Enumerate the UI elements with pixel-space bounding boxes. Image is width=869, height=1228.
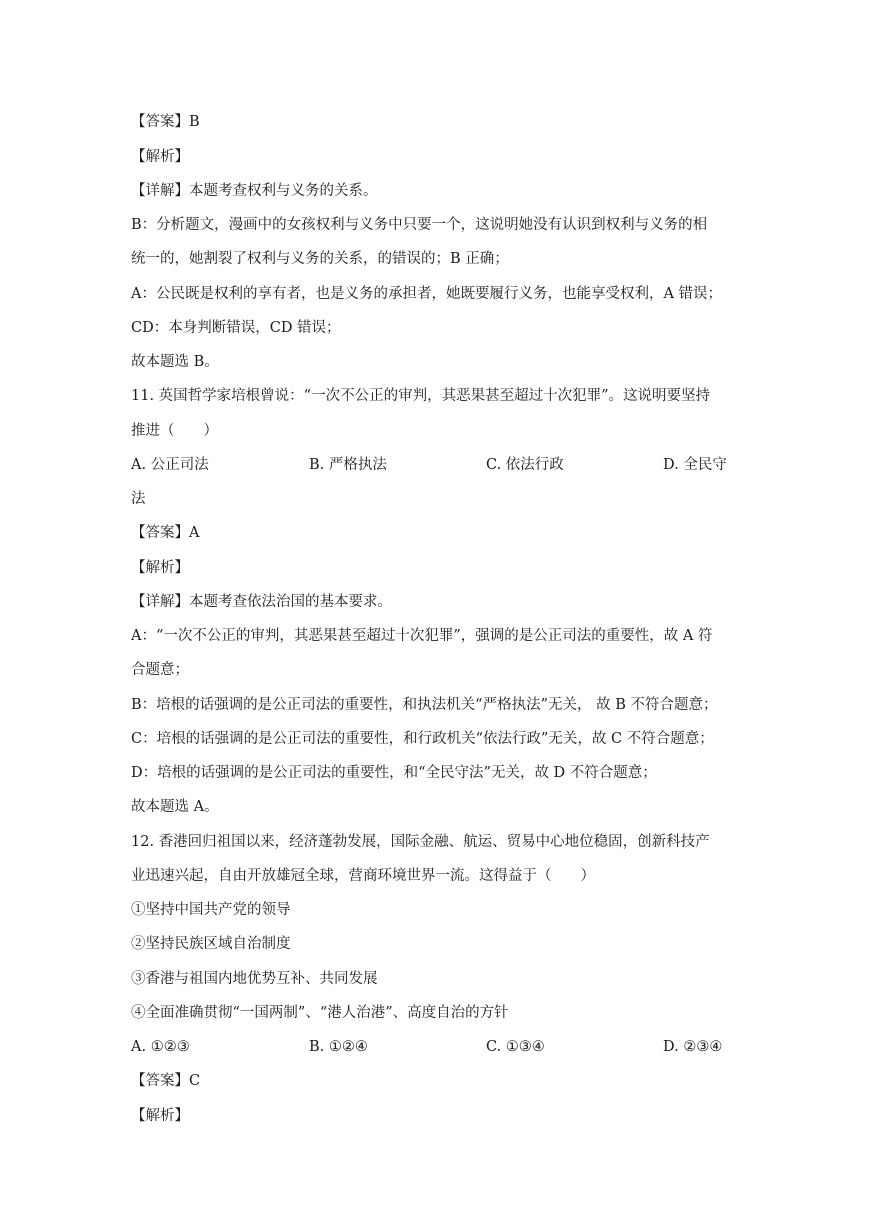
q11-option-d: D. 全民守: [663, 457, 727, 473]
q10-answer: 【答案】B: [131, 114, 200, 130]
q11-detail: 【详解】本题考查依法治国的基本要求。: [131, 594, 392, 610]
q10-explanation-b-line1: B：分析题文，漫画中的女孩权利与义务中只要一个，这说明她没有认识到权利与义务的相: [131, 217, 708, 233]
q11-stem-line2: 推进（ ）: [131, 423, 218, 439]
q10-explanation-b-line2: 统一的，她割裂了权利与义务的关系，的错误的；B 正确；: [131, 251, 509, 267]
q11-explanation-c: C：培根的话强调的是公正司法的重要性，和行政机关“依法行政”无关，故 C 不符合题意；: [131, 731, 714, 747]
q12-stem-line1: 12. 香港回归祖国以来，经济蓬勃发展，国际金融、航运、贸易中心地位稳固，创新科技产: [131, 834, 710, 850]
q10-explanation-cd: CD：本身判断错误，CD 错误；: [131, 320, 341, 336]
q11-conclusion: 故本题选 A。: [131, 799, 219, 815]
q12-statement-3: ③香港与祖国内地优势互补、共同发展: [131, 971, 378, 987]
q11-option-c: C. 依法行政: [486, 457, 564, 473]
q11-option-a: A. 公正司法: [131, 457, 209, 473]
q10-analysis-heading: 【解析】: [131, 149, 189, 165]
q12-stem-line2: 业迅速兴起，自由开放雄冠全球，营商环境世界一流。这得益于（ ）: [131, 868, 595, 884]
q12-statement-4: ④全面准确贯彻“一国两制”、“港人治港”、高度自治的方针: [131, 1005, 509, 1021]
q10-conclusion: 故本题选 B。: [131, 354, 219, 370]
q12-option-c: C. ①③④: [486, 1039, 545, 1055]
q12-option-d: D. ②③④: [663, 1039, 723, 1055]
q11-option-d-continuation: 法: [131, 491, 146, 507]
q12-option-b: B. ①②④: [309, 1039, 368, 1055]
q11-explanation-d: D：培根的话强调的是公正司法的重要性，和“全民守法”无关，故 D 不符合题意；: [131, 765, 657, 781]
q11-stem-line1: 11. 英国哲学家培根曾说：“一次不公正的审判，其恶果甚至超过十次犯罪”。这说明要坚持: [131, 388, 710, 404]
q12-statement-1: ①坚持中国共产党的领导: [131, 902, 291, 918]
q11-explanation-a-line2: 合题意；: [131, 662, 189, 678]
q12-answer: 【答案】C: [131, 1073, 201, 1089]
q11-explanation-b: B：培根的话强调的是公正司法的重要性，和执法机关“严格执法”无关， 故 B 不符合题意；: [131, 697, 718, 713]
q11-answer: 【答案】A: [131, 525, 200, 541]
q11-explanation-a-line1: A：“一次不公正的审判，其恶果甚至超过十次犯罪”，强调的是公正司法的重要性，故 A 符: [131, 628, 713, 644]
q12-statement-2: ②坚持民族区域自治制度: [131, 936, 291, 952]
q10-explanation-a: A：公民既是权利的享有者，也是义务的承担者，她既要履行义务，也能享受权利，A 错误；: [131, 286, 723, 302]
q12-option-a: A. ①②③: [131, 1039, 190, 1055]
q10-detail: 【详解】本题考查权利与义务的关系。: [131, 183, 378, 199]
q12-analysis-heading: 【解析】: [131, 1108, 189, 1124]
q11-analysis-heading: 【解析】: [131, 560, 189, 576]
q11-option-b: B. 严格执法: [309, 457, 387, 473]
